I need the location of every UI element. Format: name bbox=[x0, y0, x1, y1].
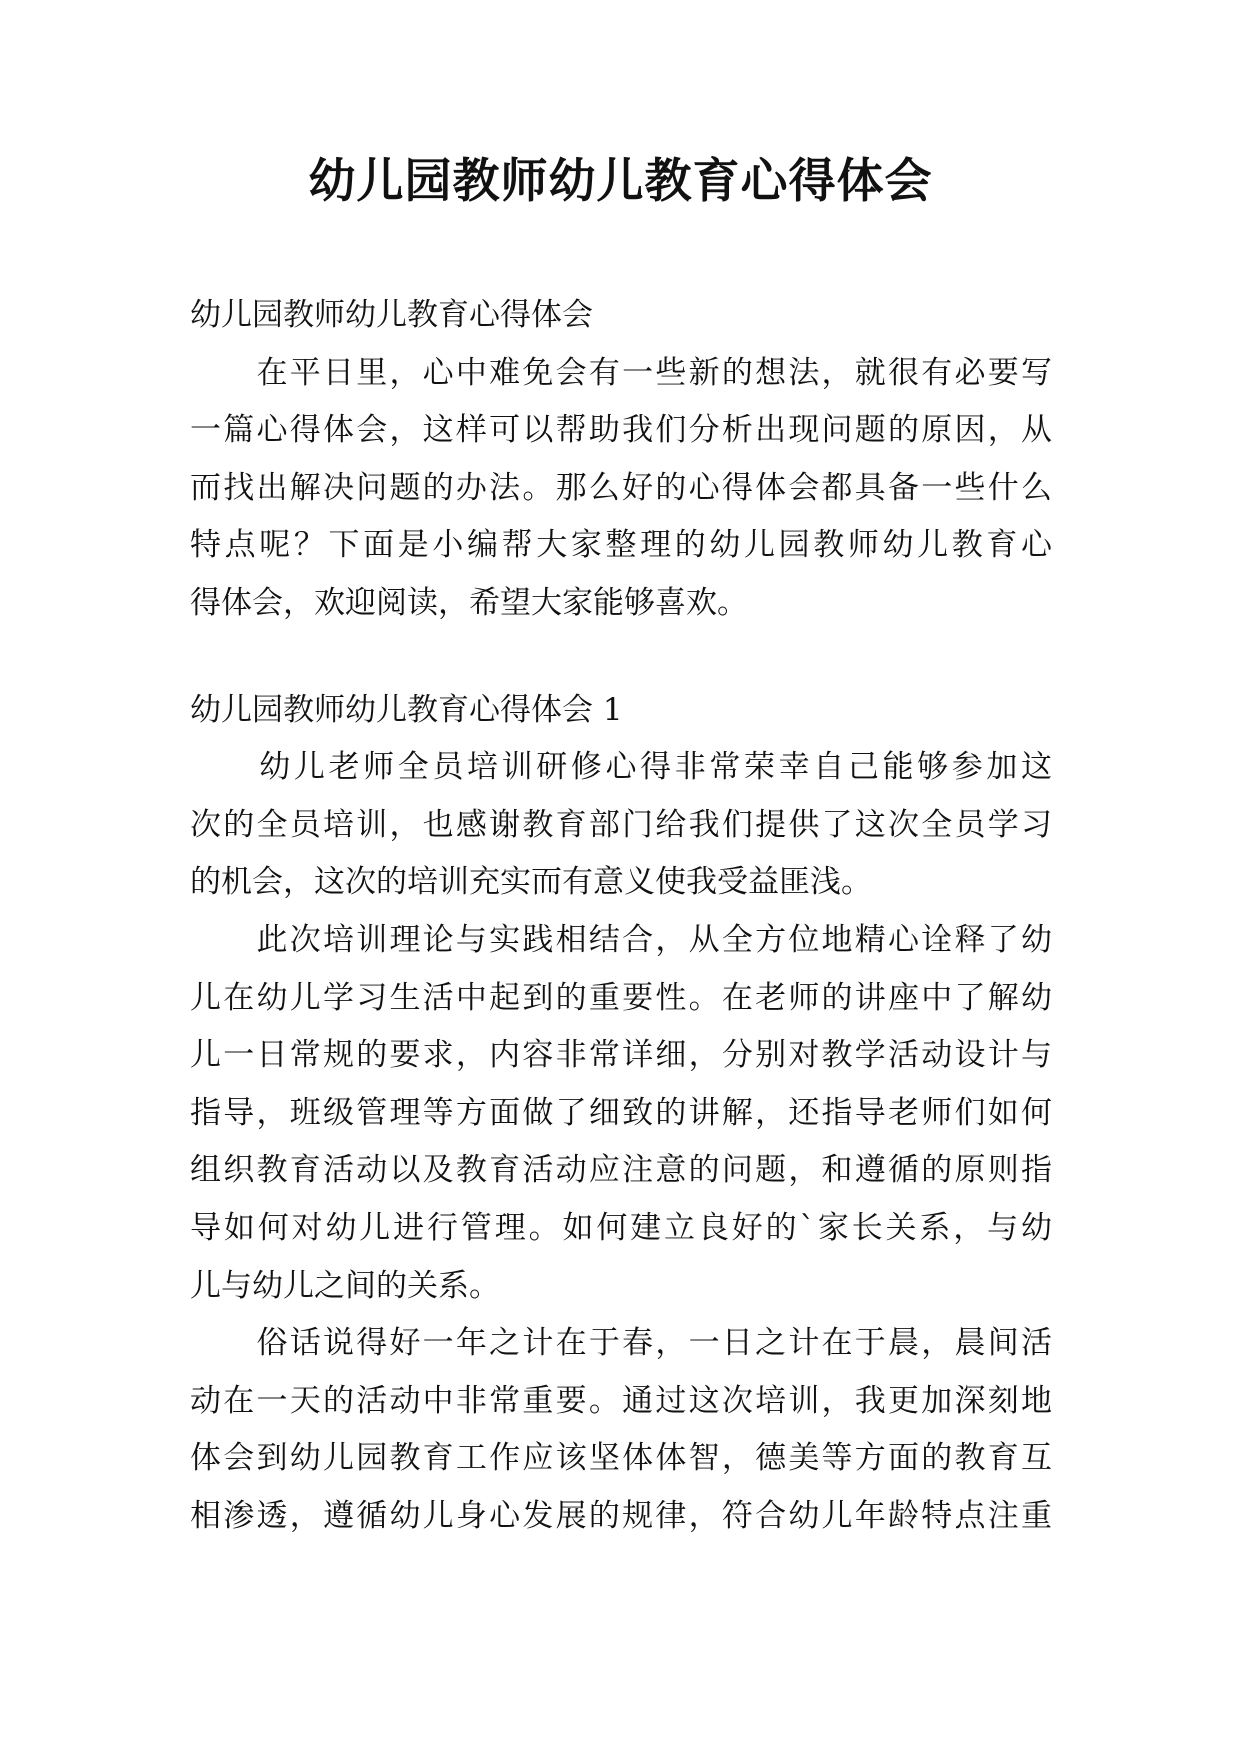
text-line: 而找出解决问题的办法。那么好的心得体会都具备一些什么 bbox=[190, 469, 1052, 506]
text-line: 体会到幼儿园教育工作应该坚体体智，德美等方面的教育互 bbox=[190, 1440, 1052, 1477]
text-line: 儿一日常规的要求，内容非常详细，分别对教学活动设计与 bbox=[190, 1037, 1052, 1074]
section-gap bbox=[190, 633, 1052, 682]
paragraph-2 bbox=[190, 912, 1052, 1315]
text-line: 在平日里，心中难免会有一些新的想法，就很有必要写 bbox=[190, 354, 1052, 391]
text-line: 此次培训理论与实践相结合，从全方位地精心诠释了幼 bbox=[190, 921, 1052, 958]
paragraph-1 bbox=[190, 739, 1052, 912]
text-line: 儿与幼儿之间的关系。 bbox=[190, 1267, 500, 1304]
text-line: 动在一天的活动中非常重要。通过这次培训，我更加深刻地 bbox=[190, 1382, 1052, 1419]
text-line: 儿在幼儿学习生活中起到的重要性。在老师的讲座中了解幼 bbox=[190, 979, 1052, 1016]
text-line: 的机会，这次的培训充实而有意义使我受益匪浅。 bbox=[190, 864, 872, 901]
section-heading: 幼儿园教师幼儿教育心得体会 1 bbox=[190, 691, 623, 728]
text-line: 幼儿老师全员培训研修心得非常荣幸自己能够参加这 bbox=[190, 749, 1052, 786]
text-line: 特点呢？下面是小编帮大家整理的幼儿园教师幼儿教育心 bbox=[190, 527, 1052, 564]
text-line: 次的全员培训，也感谢教育部门给我们提供了这次全员学习 bbox=[190, 806, 1052, 843]
text-line: 相渗透，遵循幼儿身心发展的规律，符合幼儿年龄特点注重 bbox=[190, 1497, 1052, 1534]
paragraph-3 bbox=[190, 1315, 1052, 1545]
intro-heading: 幼儿园教师幼儿教育心得体会 bbox=[190, 297, 593, 333]
document-title: 幼儿园教师幼儿教育心得体会 bbox=[308, 154, 933, 209]
intro-paragraph bbox=[190, 345, 1052, 633]
text-line: 一篇心得体会，这样可以帮助我们分析出现问题的原因，从 bbox=[190, 412, 1052, 449]
text-line: 组织教育活动以及教育活动应注意的问题，和遵循的原则指 bbox=[190, 1152, 1052, 1189]
text-line: 指导，班级管理等方面做了细致的讲解，还指导老师们如何 bbox=[190, 1094, 1052, 1131]
text-line: 得体会，欢迎阅读，希望大家能够喜欢。 bbox=[190, 584, 748, 621]
text-line: 俗话说得好一年之计在于春，一日之计在于晨，晨间活 bbox=[190, 1325, 1052, 1362]
document-body bbox=[190, 287, 1052, 1545]
text-line: 导如何对幼儿进行管理。如何建立良好的`家长关系，与幼 bbox=[190, 1209, 1052, 1246]
